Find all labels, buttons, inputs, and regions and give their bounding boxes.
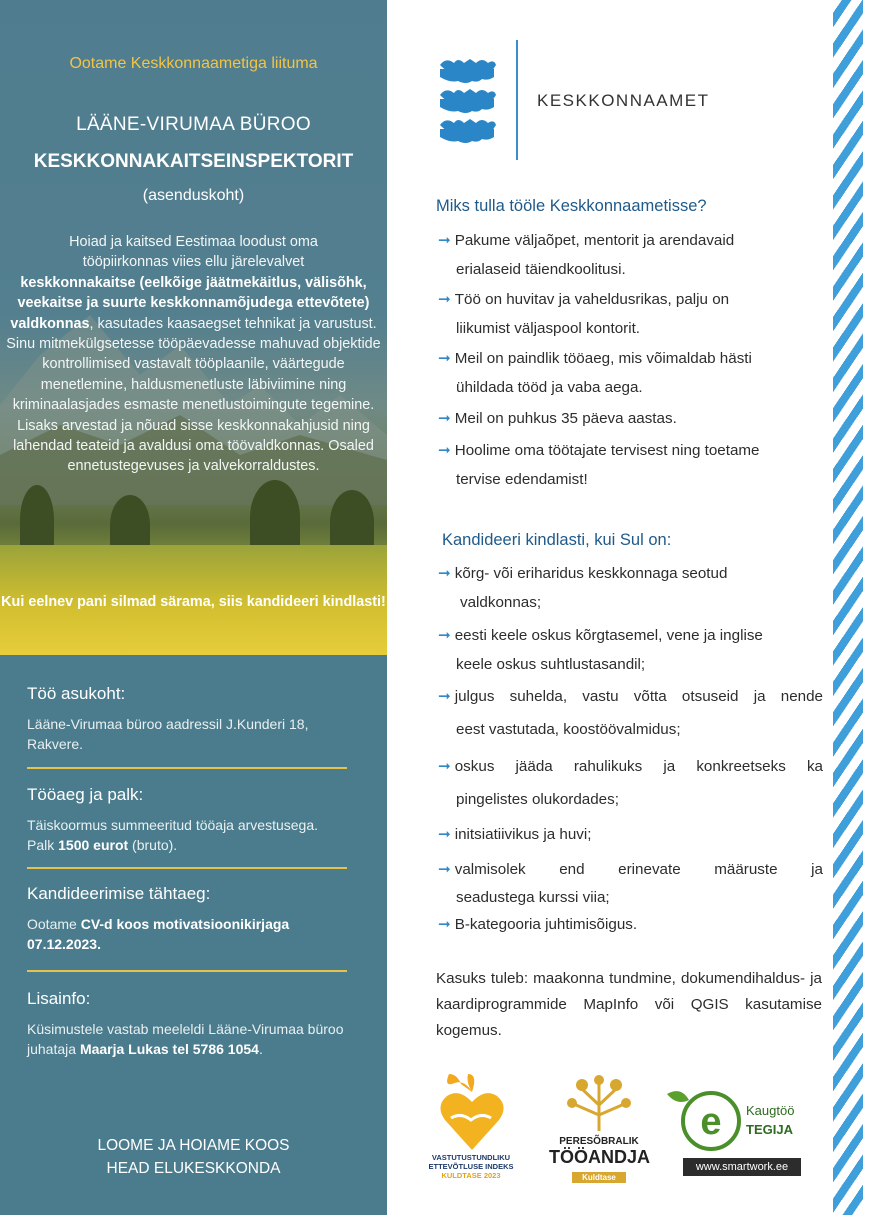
item-line: Töö on huvitav ja vaheldusrikas, palju on — [454, 291, 730, 308]
arrow-right-icon: ➞ — [438, 826, 451, 843]
list-item — [438, 436, 823, 494]
invite-text: Ootame Keskkonnaametiga liituma — [69, 55, 318, 72]
arrow-right-icon: ➞ — [438, 442, 451, 459]
deadline-date: 07.12.2023. — [27, 936, 101, 952]
location-title: Töö asukoht: — [27, 684, 126, 703]
item-line: eesti keele oskus kõrgtasemel, vene ja inglise — [454, 627, 763, 644]
arrow-right-icon: ➞ — [438, 627, 451, 644]
list-item — [438, 226, 823, 284]
worktime-block — [27, 785, 349, 855]
worktime-line: Palk — [27, 837, 59, 853]
coat-of-arms-logo — [436, 55, 498, 145]
decorative-stripe — [833, 0, 863, 1215]
location-block — [27, 684, 349, 754]
item-line: Hoolime oma töötajate tervisest ning toetame — [454, 442, 760, 459]
deadline-pre: Ootame — [27, 916, 81, 932]
item-line: keele oskus suhtlustasandil; — [456, 656, 646, 673]
worktime-text — [27, 815, 349, 855]
list-item — [438, 856, 823, 912]
item-line: liikumist väljaspool kontorit. — [456, 320, 641, 337]
arrow-right-icon: ➞ — [438, 916, 451, 933]
deadline-title: Kandideerimise tähtaeg: — [27, 884, 211, 903]
bonus-text: Kasuks tuleb: maakonna tundmine, dokumendihaldus- ja kaardiprogrammide MapInfo või QGIS kasutamise kogemus. — [436, 970, 822, 1039]
contact-info: Maarja Lukas tel 5786 1054 — [79, 1041, 259, 1057]
item-line: Meil on puhkus 35 päeva aastas. — [454, 410, 677, 427]
arrow-right-icon: ➞ — [438, 758, 451, 775]
cta-text: Kui eelnev pani silmad särama, siis kandideeri kindlasti! — [1, 594, 386, 610]
tree-silhouette — [250, 480, 300, 555]
arrow-right-icon: ➞ — [438, 565, 451, 582]
divider — [27, 767, 347, 769]
item-line: ühildada tööd ja vaba aega. — [456, 379, 643, 396]
list-item — [438, 750, 823, 816]
left-column — [0, 0, 387, 1215]
item-line: erialaseid täiendkoolitusi. — [456, 261, 626, 278]
role-title: KESKKONNAKAITSEINSPEKTORIT — [33, 151, 354, 172]
item-line: seadustega kurssi viia; — [456, 889, 610, 906]
item-line: Meil on paindlik tööaeg, mis võimaldab hästi — [454, 350, 752, 367]
arrow-right-icon: ➞ — [438, 861, 451, 878]
extra-post: . — [258, 1041, 263, 1057]
divider — [27, 970, 347, 972]
badge-text: PERESÕBRALIK — [559, 1136, 639, 1147]
item-line: B-kategooria juhtimisõigus. — [454, 916, 638, 933]
badge-text: TÖÖANDJA — [549, 1147, 651, 1167]
desc-line: Hoiad ja kaitsed Eestimaa loodust oma — [69, 234, 318, 250]
item-text: valmisolek end erinevate määruste ja — [454, 861, 823, 878]
badge-text: ETTEVÕTLUSE INDEKS — [428, 1162, 514, 1171]
arrow-right-icon: ➞ — [438, 688, 451, 705]
item-line: valdkonnas; — [460, 594, 542, 611]
item-line: tervise edendamist! — [456, 471, 588, 488]
role-note: (asenduskoht) — [142, 187, 245, 204]
family-friendly-label — [549, 1136, 649, 1185]
item-line — [438, 750, 823, 783]
item-line — [438, 856, 823, 884]
divider — [27, 867, 347, 869]
extra-title: Lisainfo: — [27, 989, 91, 1008]
worktime-title: Tööaeg ja palk: — [27, 785, 144, 804]
smartwork-url: www.smartwork.ee — [683, 1158, 801, 1176]
desc-rest: , kasutades kaasaegset tehnikat ja varustust. Sinu mitmekülgsetesse tööpäevadesse mahuvad objektide kontrollimised vastavalt tööplaanile, väärtegude menetlemine, haldusmenetluste läbiviimine ning kriminaalasjades esmaste menetlustoimingute tegemine. Lisaks arvestad ja nõuad sisse keskkonnakahjusid ning lahendad teateid ja avaldusi oma töövaldkonnas. Osaled ennetustegevuses ja valvekorraldustes. — [6, 315, 381, 475]
arrow-right-icon: ➞ — [438, 232, 451, 249]
badge-text: KULDTASE 2023 — [441, 1171, 501, 1180]
item-line: eest vastutada, koostöövalmidus; — [456, 721, 681, 738]
list-item — [438, 621, 823, 679]
item-line: initsiatiivikus ja huvi; — [454, 826, 592, 843]
job-description — [2, 232, 385, 477]
csr-index-label — [416, 1153, 526, 1180]
list-item — [438, 910, 823, 939]
badge-text: Kuldtase — [572, 1172, 626, 1183]
extra-pre: Küsimustele vastab meeleldi Lääne-Virumaa büroo juhataja — [27, 1021, 344, 1057]
item-line: kõrg- või eriharidus keskkonnaga seotud — [454, 565, 728, 582]
salary: 1500 eurot — [58, 837, 129, 853]
slogan-line: HEAD ELUKESKKONDA — [106, 1160, 281, 1177]
heart-hands-badge-icon — [437, 1072, 507, 1152]
slogan-line: LOOME JA HOIAME KOOS — [97, 1137, 290, 1154]
item-text: oskus jääda rahulikuks ja konkreetseks ka — [454, 758, 823, 775]
arrow-right-icon: ➞ — [438, 350, 451, 367]
svg-text:e: e — [700, 1101, 722, 1143]
list-item — [438, 404, 823, 433]
desc-bold: keskkonnakaitse (eelkõige jäätmekäitlus, välisõhk, veekaitse ja suurte keskkonnamõjudega ettevõtete) valdkonnas — [10, 274, 370, 332]
badge-text: VASTUTUSTUNDLIKU — [431, 1153, 511, 1162]
list-item — [438, 344, 823, 402]
office-title: LÄÄNE-VIRUMAA BÜROO — [76, 114, 311, 135]
location-text: Lääne-Virumaa büroo aadressil J.Kunderi 18, Rakvere. — [27, 716, 309, 752]
arrow-right-icon: ➞ — [438, 410, 451, 427]
logo-divider — [516, 40, 518, 160]
worktime-line: Täiskoormus summeeritud tööaja arvestusega. — [27, 817, 319, 833]
brand-name: KESKKONNAAMET — [537, 91, 710, 110]
desc-line: tööpiirkonnas viies ellu järelevalvet — [82, 254, 305, 271]
list-item — [438, 559, 823, 617]
slogan — [0, 1134, 387, 1180]
deadline-docs: CV-d koos motivatsioonikirjaga — [80, 916, 290, 932]
item-line — [438, 680, 823, 713]
remote-work-label: Kaugtöö — [746, 1103, 795, 1118]
deadline-text — [27, 914, 349, 954]
deadline-block — [27, 884, 349, 954]
requirements-title: Kandideeri kindlasti, kui Sul on: — [442, 531, 672, 549]
worktime-line: (bruto). — [128, 837, 178, 853]
remote-work-badge-icon — [665, 1088, 745, 1154]
arrow-right-icon: ➞ — [438, 291, 451, 308]
list-item — [438, 680, 823, 746]
list-item — [438, 285, 823, 343]
extra-info-block — [27, 989, 349, 1059]
remote-work-label: TEGIJA — [746, 1122, 793, 1137]
item-line: pingelistes olukordades; — [456, 791, 619, 808]
why-title: Miks tulla tööle Keskkonnaametisse? — [436, 197, 707, 215]
item-line: Pakume väljaõpet, mentorit ja arendavaid — [454, 232, 735, 249]
family-friendly-badge-icon — [562, 1075, 636, 1133]
item-text: julgus suhelda, vastu võtta otsuseid ja nende — [454, 688, 823, 705]
list-item — [438, 820, 823, 849]
extra-text — [27, 1019, 349, 1059]
